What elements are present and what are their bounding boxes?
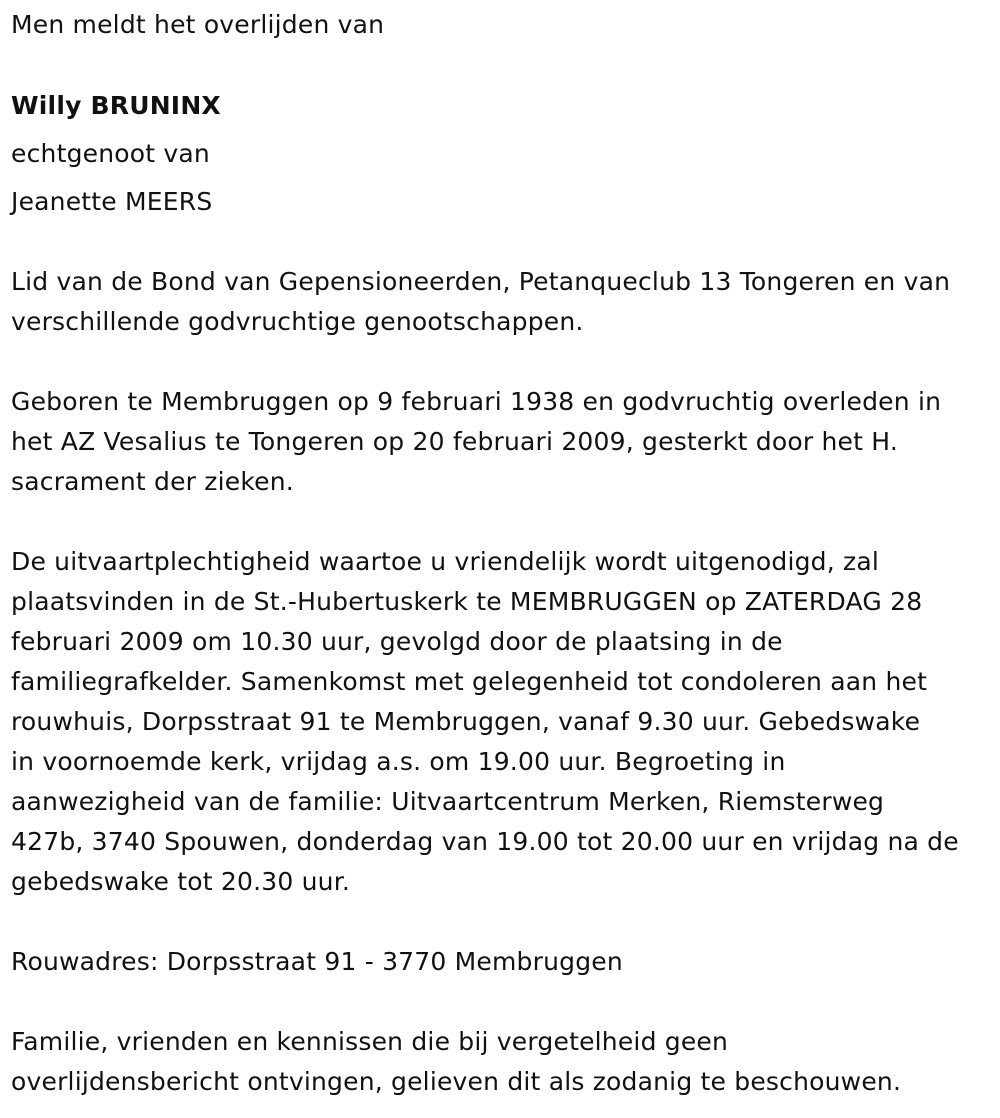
- relation-text: echtgenoot van: [11, 139, 210, 168]
- closing-line-2: overlijdensbericht ontvingen, gelieven dit als zodanig te beschouwen.: [11, 1067, 902, 1096]
- birth-death-line-1: Geboren te Membruggen op 9 februari 1938 en godvruchtig overleden in: [11, 387, 942, 416]
- birth-death-line-2: het AZ Vesalius te Tongeren op 20 februari 2009, gesterkt door het H.: [11, 427, 898, 456]
- funeral-line-9: gebedswake tot 20.30 uur.: [11, 867, 351, 896]
- funeral-line-8: 427b, 3740 Spouwen, donderdag van 19.00 tot 20.00 uur en vrijdag na de: [11, 827, 959, 856]
- intro-text: Men meldt het overlijden van: [11, 10, 385, 39]
- funeral-line-6: in voornoemde kerk, vrijdag a.s. om 19.00 uur. Begroeting in: [11, 747, 786, 776]
- membership-line-2: verschillende godvruchtige genootschappen.: [11, 307, 584, 336]
- closing-line-1: Familie, vrienden en kennissen die bij vergetelheid geen: [11, 1027, 729, 1056]
- funeral-line-5: rouwhuis, Dorpsstraat 91 te Membruggen, vanaf 9.30 uur. Gebedswake: [11, 707, 921, 736]
- funeral-line-1: De uitvaartplechtigheid waartoe u vriendelijk wordt uitgenodigd, zal: [11, 547, 880, 576]
- funeral-line-3: februari 2009 om 10.30 uur, gevolgd door de plaatsing in de: [11, 627, 783, 656]
- spouse-name: Jeanette MEERS: [11, 187, 213, 216]
- funeral-line-2: plaatsvinden in de St.-Hubertuskerk te MEMBRUGGEN op ZATERDAG 28: [11, 587, 923, 616]
- funeral-line-7: aanwezigheid van de familie: Uitvaartcentrum Merken, Riemsterweg: [11, 787, 885, 816]
- mourning-address: Rouwadres: Dorpsstraat 91 - 3770 Membruggen: [11, 947, 623, 976]
- deceased-name: Willy BRUNINX: [11, 91, 221, 120]
- membership-line-1: Lid van de Bond van Gepensioneerden, Petanqueclub 13 Tongeren en van: [11, 267, 951, 296]
- birth-death-line-3: sacrament der zieken.: [11, 467, 294, 496]
- funeral-line-4: familiegrafkelder. Samenkomst met gelegenheid tot condoleren aan het: [11, 667, 928, 696]
